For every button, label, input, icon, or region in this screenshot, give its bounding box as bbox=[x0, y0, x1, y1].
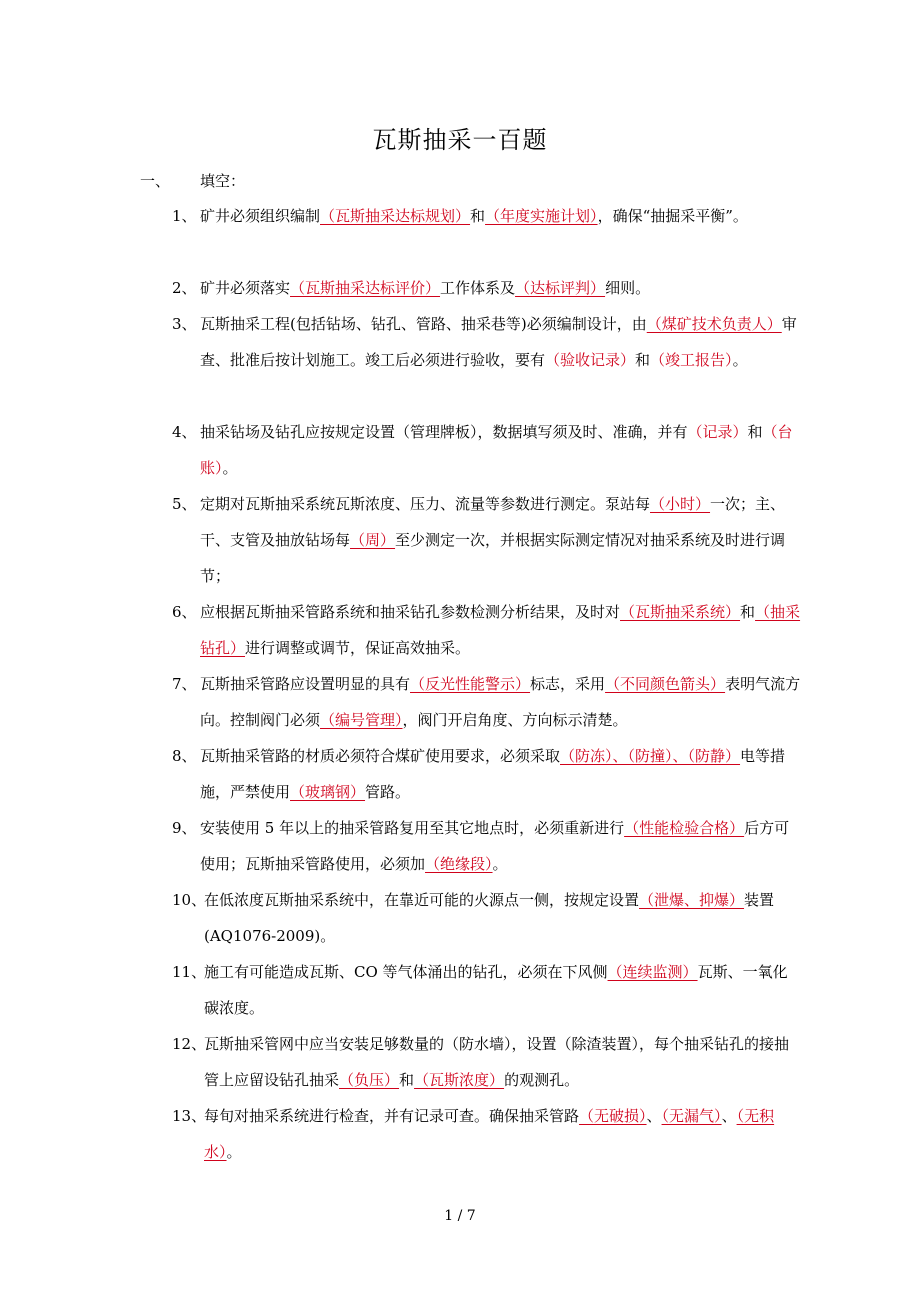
answer-blank: （小时） bbox=[650, 495, 711, 513]
question-text: 至少测定一次，并根据实际测定情况对抽采系统及时进行调节； bbox=[200, 531, 786, 585]
answer-blank: （台账） bbox=[200, 423, 793, 477]
answer-blank: （瓦斯浓度） bbox=[414, 1071, 505, 1089]
question-text: 表明气流方向。控制阀门必须 bbox=[200, 675, 801, 729]
question-item-13 bbox=[172, 1098, 802, 1170]
question-text: 一次；主、干、支管及抽放钻场每 bbox=[200, 495, 786, 549]
question-number: 5、 bbox=[172, 495, 197, 513]
answer-blank: （绝缘段） bbox=[425, 855, 493, 873]
question-text: 和 bbox=[635, 351, 651, 369]
section-heading bbox=[140, 170, 245, 191]
answer-blank: （记录） bbox=[687, 423, 748, 441]
question-text: 抽采钻场及钻孔应按规定设置（管理牌板），数据填写须及时、准确，并有 bbox=[200, 423, 688, 441]
question-text: 的观测孔。 bbox=[504, 1071, 580, 1089]
question-text: 标志，采用 bbox=[530, 675, 606, 693]
question-item-4 bbox=[172, 414, 802, 486]
question-number: 3、 bbox=[172, 315, 197, 333]
question-number: 7、 bbox=[172, 675, 197, 693]
question-text: 施工有可能造成瓦斯、CO 等气体涌出的钻孔，必须在下风侧 bbox=[204, 963, 608, 981]
question-text: 。 bbox=[492, 855, 508, 873]
document-title: 瓦斯抽采一百题 bbox=[372, 126, 548, 154]
answer-blank: （煤矿技术负责人） bbox=[646, 315, 782, 333]
answer-blank: （无漏气） bbox=[661, 1107, 722, 1125]
question-number: 11、 bbox=[172, 963, 207, 981]
answer-blank: （无破损） bbox=[579, 1107, 647, 1125]
question-text: 。 bbox=[222, 459, 238, 477]
question-text: 瓦斯、一氧化碳浓度。 bbox=[204, 963, 788, 1017]
answer-blank: （不同颜色箭头） bbox=[605, 675, 726, 693]
answer-blank: （瓦斯抽采达标评价） bbox=[290, 279, 441, 297]
question-text: 矿井必须组织编制 bbox=[200, 207, 321, 225]
question-text: 瓦斯抽采工程(包括钻场、钻孔、管路、抽采巷等)必须编制设计，由 bbox=[200, 315, 647, 333]
page-number: 1 / 7 bbox=[444, 1208, 476, 1224]
question-item-8 bbox=[172, 738, 802, 810]
answer-blank: （周） bbox=[350, 531, 396, 549]
answer-blank: （连续监测） bbox=[607, 963, 698, 981]
question-text: 后方可使用；瓦斯抽采管路使用，必须加 bbox=[200, 819, 790, 873]
answer-blank: （负压） bbox=[339, 1071, 400, 1089]
question-text: 瓦斯抽采管网中应当安装足够数量的（防水墙），设置（除渣装置），每个抽采钻孔的接抽管上应留设钻孔抽采 bbox=[204, 1035, 790, 1089]
question-number: 9、 bbox=[172, 819, 197, 837]
answer-blank: （瓦斯抽采系统） bbox=[620, 603, 741, 621]
question-text: 每旬对抽采系统进行检查，并有记录可查。确保抽采管路 bbox=[204, 1107, 580, 1125]
answer-blank: （无积水） bbox=[204, 1107, 775, 1161]
answer-blank: （防冻）、（防撞）、（防静） bbox=[560, 747, 741, 765]
answer-blank: （性能检验合格） bbox=[624, 819, 745, 837]
question-item-9 bbox=[172, 810, 802, 882]
question-item-2 bbox=[172, 270, 802, 306]
answer-blank: （泄爆、抑爆） bbox=[639, 891, 745, 909]
question-text: 进行调整或调节，保证高效抽采。 bbox=[245, 639, 471, 657]
question-number: 10、 bbox=[172, 891, 207, 909]
answer-blank: （编号管理） bbox=[320, 711, 403, 729]
answer-blank: （竣工报告） bbox=[650, 351, 733, 369]
question-item-1 bbox=[172, 198, 802, 234]
question-number: 8、 bbox=[172, 747, 197, 765]
question-text: 和 bbox=[747, 423, 763, 441]
question-text: 装置(AQ1076-2009)。 bbox=[204, 891, 775, 945]
answer-blank: （年度实施计划） bbox=[485, 207, 598, 225]
question-number: 1、 bbox=[172, 207, 197, 225]
answer-blank: （瓦斯抽采达标规划） bbox=[320, 207, 471, 225]
question-item-11 bbox=[172, 954, 802, 1026]
answer-blank: （达标评判） bbox=[515, 279, 606, 297]
question-number: 13、 bbox=[172, 1107, 207, 1125]
question-number: 6、 bbox=[172, 603, 197, 621]
question-text: 和 bbox=[740, 603, 756, 621]
question-text: ，确保“抽掘采平衡”。 bbox=[597, 207, 748, 225]
question-text: 、 bbox=[721, 1107, 737, 1125]
question-text: ，阀门开启角度、方向标示清楚。 bbox=[402, 711, 628, 729]
answer-blank: （抽采钻孔） bbox=[200, 603, 801, 657]
question-text: 工作体系及 bbox=[440, 279, 516, 297]
question-text: 。 bbox=[226, 1143, 242, 1161]
answer-blank: （玻璃钢） bbox=[290, 783, 366, 801]
question-text: 应根据瓦斯抽采管路系统和抽采钻孔参数检测分析结果，及时对 bbox=[200, 603, 621, 621]
question-item-10 bbox=[172, 882, 802, 954]
question-text: 。 bbox=[732, 351, 748, 369]
answer-blank: （验收记录） bbox=[545, 351, 636, 369]
question-text: 瓦斯抽采管路应设置明显的具有 bbox=[200, 675, 411, 693]
question-number: 2、 bbox=[172, 279, 197, 297]
question-text: 、 bbox=[646, 1107, 662, 1125]
question-item-3 bbox=[172, 306, 802, 378]
question-number: 12、 bbox=[172, 1035, 207, 1053]
question-item-12 bbox=[172, 1026, 802, 1098]
question-text: 矿井必须落实 bbox=[200, 279, 291, 297]
question-item-6 bbox=[172, 594, 802, 666]
answer-blank: （反光性能警示） bbox=[410, 675, 531, 693]
section-label: 填空： bbox=[200, 172, 246, 190]
question-number: 4、 bbox=[172, 423, 197, 441]
question-text: 管路。 bbox=[365, 783, 411, 801]
question-item-7 bbox=[172, 666, 802, 738]
question-text: 和 bbox=[470, 207, 486, 225]
question-text: 安装使用 5 年以上的抽采管路复用至其它地点时，必须重新进行 bbox=[200, 819, 625, 837]
question-text: 电等措施，严禁使用 bbox=[200, 747, 786, 801]
question-text: 细则。 bbox=[605, 279, 651, 297]
question-text: 和 bbox=[399, 1071, 415, 1089]
question-text: 审查、批准后按计划施工。竣工后必须进行验收，要有 bbox=[200, 315, 797, 369]
question-item-5 bbox=[172, 486, 802, 594]
section-number: 一、 bbox=[140, 172, 171, 190]
question-text: 在低浓度瓦斯抽采系统中，在靠近可能的火源点一侧，按规定设置 bbox=[204, 891, 640, 909]
question-text: 定期对瓦斯抽采系统瓦斯浓度、压力、流量等参数进行测定。泵站每 bbox=[200, 495, 651, 513]
question-text: 瓦斯抽采管路的材质必须符合煤矿使用要求，必须采取 bbox=[200, 747, 561, 765]
